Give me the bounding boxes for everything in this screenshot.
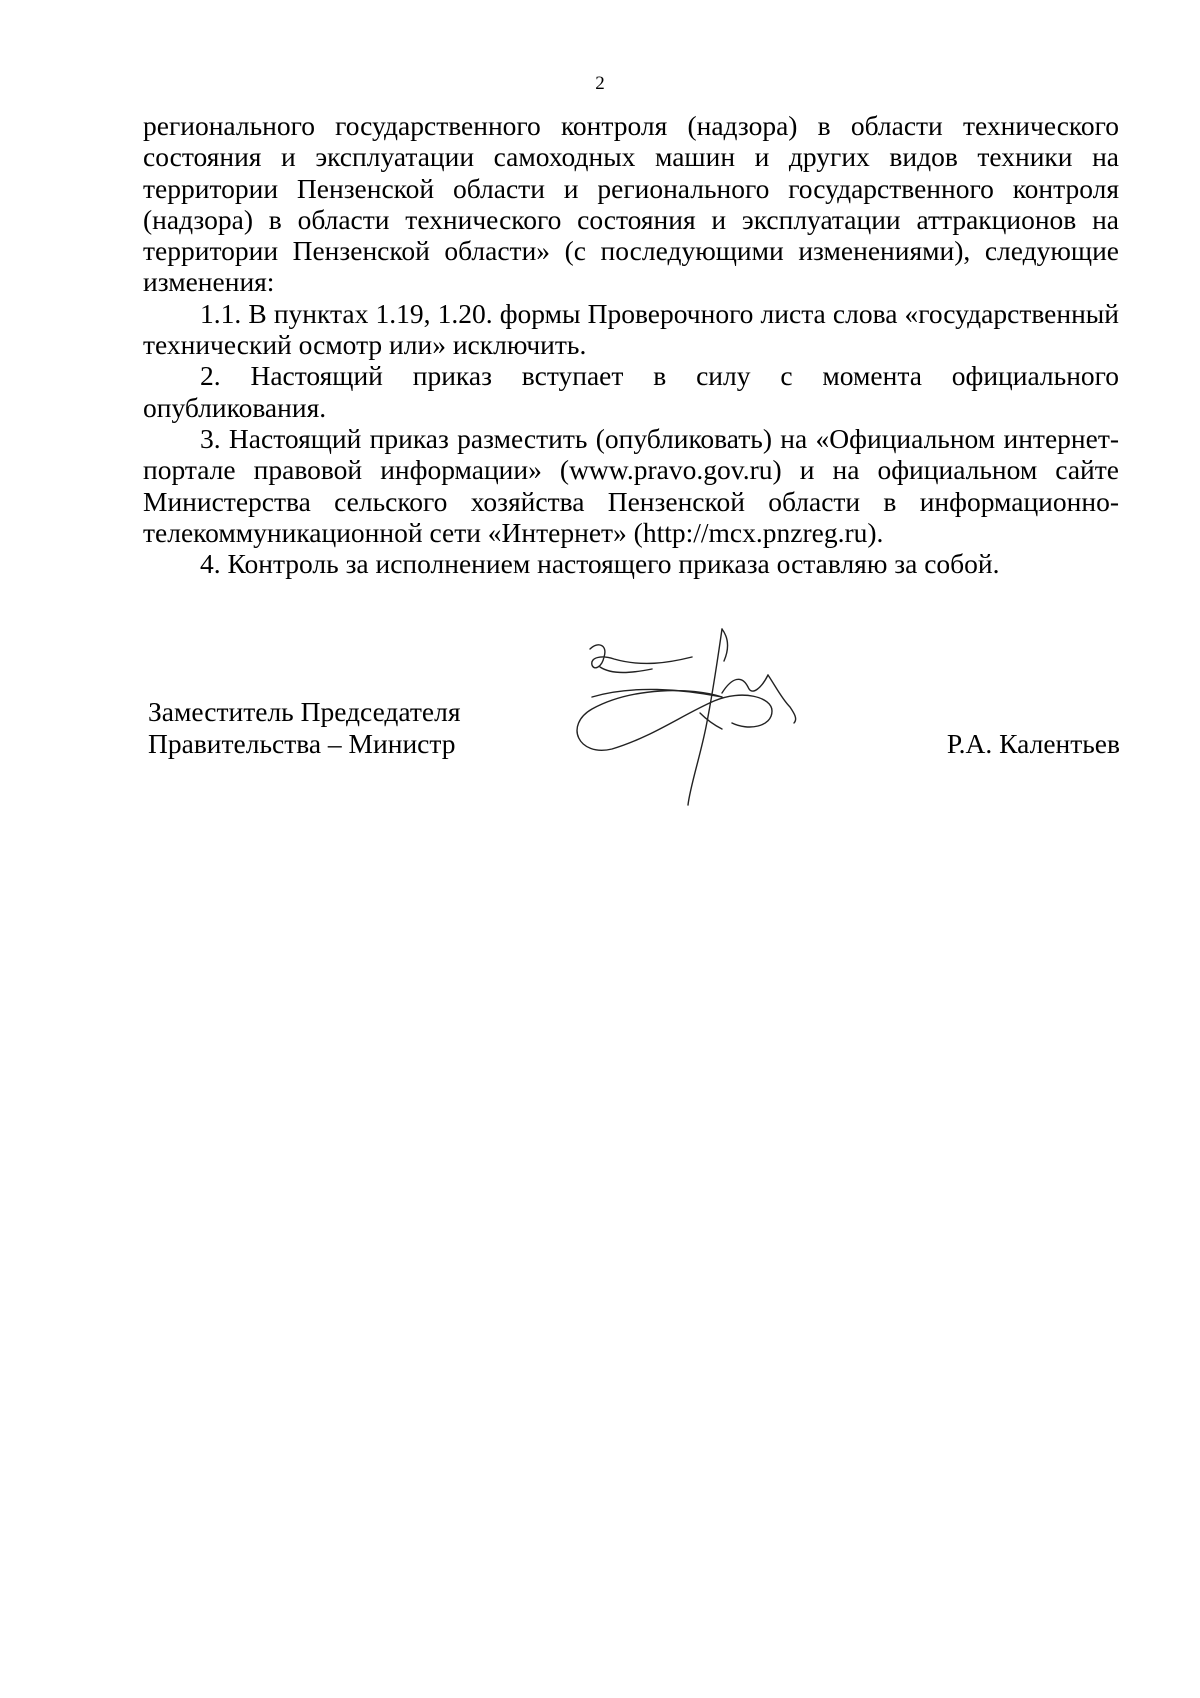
signer-name: Р.А. Калентьев	[946, 728, 1120, 759]
paragraph-4: 4. Контроль за исполнением настоящего приказа оставляю за собой.	[200, 548, 1000, 580]
paragraph-3: 3. Настоящий приказ разместить (опубликовать) на «Официальном интернет-портале правовой информации» (www.pravo.gov.ru) и на официальном сайте Министерства сельского хозяйства Пензенской области в информационно-телекоммуникационной сети «Интернет» (http://mcx.pnzreg.ru).	[143, 422, 1119, 548]
signer-title-line-1: Заместитель Председателя	[148, 696, 461, 727]
document-body	[143, 110, 1119, 579]
signer-title	[148, 696, 548, 760]
signer-title-line-2: Правительства – Министр	[148, 728, 456, 759]
handwritten-signature	[572, 627, 822, 807]
paragraph-2: 2. Настоящий приказ вступает в силу с момента официального опубликования.	[143, 360, 1119, 423]
page-number: 2	[595, 73, 605, 94]
paragraph-intro-continuation: регионального государственного контроля (надзора) в области технического состояния и эксплуатации самоходных машин и других видов техники на территории Пензенской области и регионального государственного контроля (надзора) в области технического состояния и эксплуатации аттракционов на территории Пензенской области» (с последующими изменениями), следующие изменения:	[143, 110, 1119, 298]
paragraph-1-1: 1.1. В пунктах 1.19, 1.20. формы Проверочного листа слова «государственный технический осмотр или» исключить.	[143, 297, 1119, 361]
